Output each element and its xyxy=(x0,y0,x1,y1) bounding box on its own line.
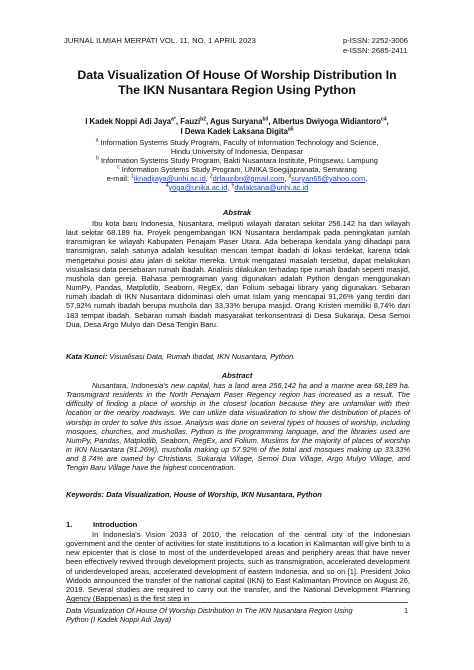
author-list xyxy=(40,117,434,137)
affiliation-a xyxy=(40,138,434,156)
author-sup: a* xyxy=(171,116,176,123)
affiliation-text: Information Systems Study Program, UNIKA Soegijapranata, Semarang xyxy=(121,165,357,174)
email-list: e-mail: $^1$iknadijaya@unhi.ac.id, $^2$drfauzibn@gmail.com, $^3$suryan65@yahoo.com, $^4$yoga@unika.ac.id, $^5$dwlaksana@unhi.ac.id xyxy=(106,173,368,192)
kata-kunci xyxy=(66,352,410,361)
email-label: e-mail: xyxy=(106,174,129,183)
email-link[interactable]: yoga@unika.ac.id xyxy=(168,183,228,192)
journal-header: JURNAL ILMIAH MERPATI VOL. 11, NO. 1 APRIL 2023 xyxy=(64,36,256,45)
email-link[interactable]: drfauzibn@gmail.com xyxy=(212,174,285,183)
kata-kunci-label: Kata Kunci: xyxy=(66,352,108,361)
author-name: I Kadek Noppi Adi Jaya xyxy=(85,117,172,126)
affiliation-c xyxy=(40,165,434,174)
author-sup: a5 xyxy=(287,126,294,133)
section-title: Introduction xyxy=(93,520,138,529)
issn-block xyxy=(343,36,408,55)
author-name: Fauzi xyxy=(180,117,201,126)
affiliation-text: Information Systems Study Program, Bakti Nusantara Institute, Pringsewu, Lampung xyxy=(100,156,378,165)
keywords: Keywords: Data Visualization, House of Worship, IKN Nusantara, Python xyxy=(66,490,322,499)
kata-kunci-text: Visualisasi Data, Rumah Ibadat, IKN Nusantara, Python. xyxy=(109,352,296,361)
abstrak-heading: Abstrak xyxy=(222,208,252,217)
section-heading xyxy=(66,520,137,529)
introduction-body: In Indonesia's Vision 2033 of 2010, the relocation of the central city of the Indonesian government and the center of activities for state institutions to a location in Kalimantan will give birth to a new epicenter that is close to most of the underdeveloped areas and periphery areas that have never been effectively revived through development projects, such as transmigration, accelerated development of underdeveloped areas, accelerated development of eastern Indonesia, and so on [1]. President Joko Widodo announced the transfer of the national capital (IKN) to East Kalimantan Province on August 26, 2019. Several studies are required to carry out the transfer, and the National Development Planning Agency (Bappenas) is the first step in xyxy=(66,530,410,604)
abstrak-body: Ibu kota baru Indonesia, Nusantara, meliputi wilayah daratan sekitar 256.142 ha dan wilayah laut sekitar 68.189 ha. Proyek pengembangan IKN Nusantara berdampak pada peningkatan jumlah transmigran ke wilayah Kabupaten Penajam Paser Utara. Ada beberapa kendala yang dihadapi para transmigran, salah satunya adalah kesulitan mencari tempat ibadah di lokasi terdekat, karena tidak mengetahui posisi atau jalan di sekitar mereka. Untuk mengatasi masalah tersebut, dapat melakukan visualisasi data persebaran rumah ibadah. Analisis dilakukan terhadap tipe rumah ibadah seperti masjid, mushola dan gereja. Bahasa pemrograman yang digunakan adalah Python dengan menggunakan NumPy, Pandas, Matplotlib, Seaborn, RegEx, dan Folium sebagai library yang digunakan. Sebaran rumah ibadah di IKN Nusantara didominasi oleh umat Islam yang mencapai 91,26% yang terdiri dari 57,92% rumah ibadah berupa mushola dan 33,33% berupa masjid. Orang Kristen memiliki 8,74% dari 183 tempat ibadah. Sebaran rumah ibadah masyarakat terkonsentrasi di Desa Sukaraja, Desa Semoi Dua, Desa Argo Mulyo dan Desa Tengin Baru. xyxy=(66,219,410,329)
author-sup: b2 xyxy=(200,116,206,123)
affiliation-mark: c xyxy=(117,164,120,171)
page-number: 1 xyxy=(403,606,408,615)
title-line-1: Data Visualization Of House Of Worship Distribution In xyxy=(77,68,397,82)
email-link[interactable]: dwlaksana@unhi.ac.id xyxy=(234,183,309,192)
author-sup: c4 xyxy=(381,116,387,123)
footer-divider xyxy=(66,602,408,603)
author-name: I Dewa Kadek Laksana Digita xyxy=(180,127,288,136)
email-link[interactable]: suryan65@yahoo.com xyxy=(291,174,366,183)
paper-title xyxy=(40,68,434,98)
affiliation-text: Hindu University of Indonesia, Denpasar xyxy=(170,147,304,156)
e-issn: e-ISSN: 2685-2411 xyxy=(342,45,408,55)
affiliation-mark: a xyxy=(95,137,99,144)
abstract-body: Nusantara, Indonesia's new capital, has a land area 256,142 ha and a marine area 68,189 ha. Transmigrant residents in the North Penajam Paser Regency region has increased as a result. The difficulty of finding a place of worship in the closest location because they are unfamiliar with their location or the nearby roadways. We can utilize data visualization to show the distribution of places of worship in order to solve this issue. Analysis was done on several types of houses of worship, including mosques, churches, and mushollas. Python is the programming language, and the libraries used are NumPy, Pandas, Matplotlib, Seaborn, RegEx, and Folium. Muslims for the majority of places of worship in IKN Nusantara (91.26%), musholla making up 57.92% of the total and mosques making up 33.33% and 8.74% are owned by Christians. Sukaraja Village, Semoi Dua Village, Argo Mulyo Village, and Tengin Baru Village have the highest concentration. xyxy=(66,381,410,473)
author-name: Agus Suryana xyxy=(210,117,263,126)
affiliation-mark: b xyxy=(96,155,99,162)
author-name: Albertus Dwiyoga Widiantoro xyxy=(272,117,382,126)
footer-citation: Data Visualization Of House Of Worship Distribution In The IKN Nusantara Region Using Python (I Kadek Noppi Adi Jaya) xyxy=(66,606,353,624)
affiliation-b xyxy=(40,156,434,165)
email-link[interactable]: iknadijaya@unhi.ac.id xyxy=(133,174,206,183)
abstract-heading: Abstract xyxy=(221,371,253,380)
affiliation-text: Information Systems Study Program, Faculty of Information Technology and Science, xyxy=(100,138,379,147)
title-line-2: The IKN Nusantara Region Using Python xyxy=(118,83,356,97)
section-number: 1. xyxy=(66,520,73,529)
p-issn: p-ISSN: 2252-3006 xyxy=(342,36,408,45)
author-line-1: I Kadek Noppi Adi Jaya$^{a*}$, Fauzi$^{b2}$, Agus Suryana$^{b3}$, Albertus Dwiyoga Widiantoro$^{c4}$, xyxy=(85,116,389,126)
author-line-2 xyxy=(40,127,434,137)
author-sup: b3 xyxy=(262,116,269,123)
